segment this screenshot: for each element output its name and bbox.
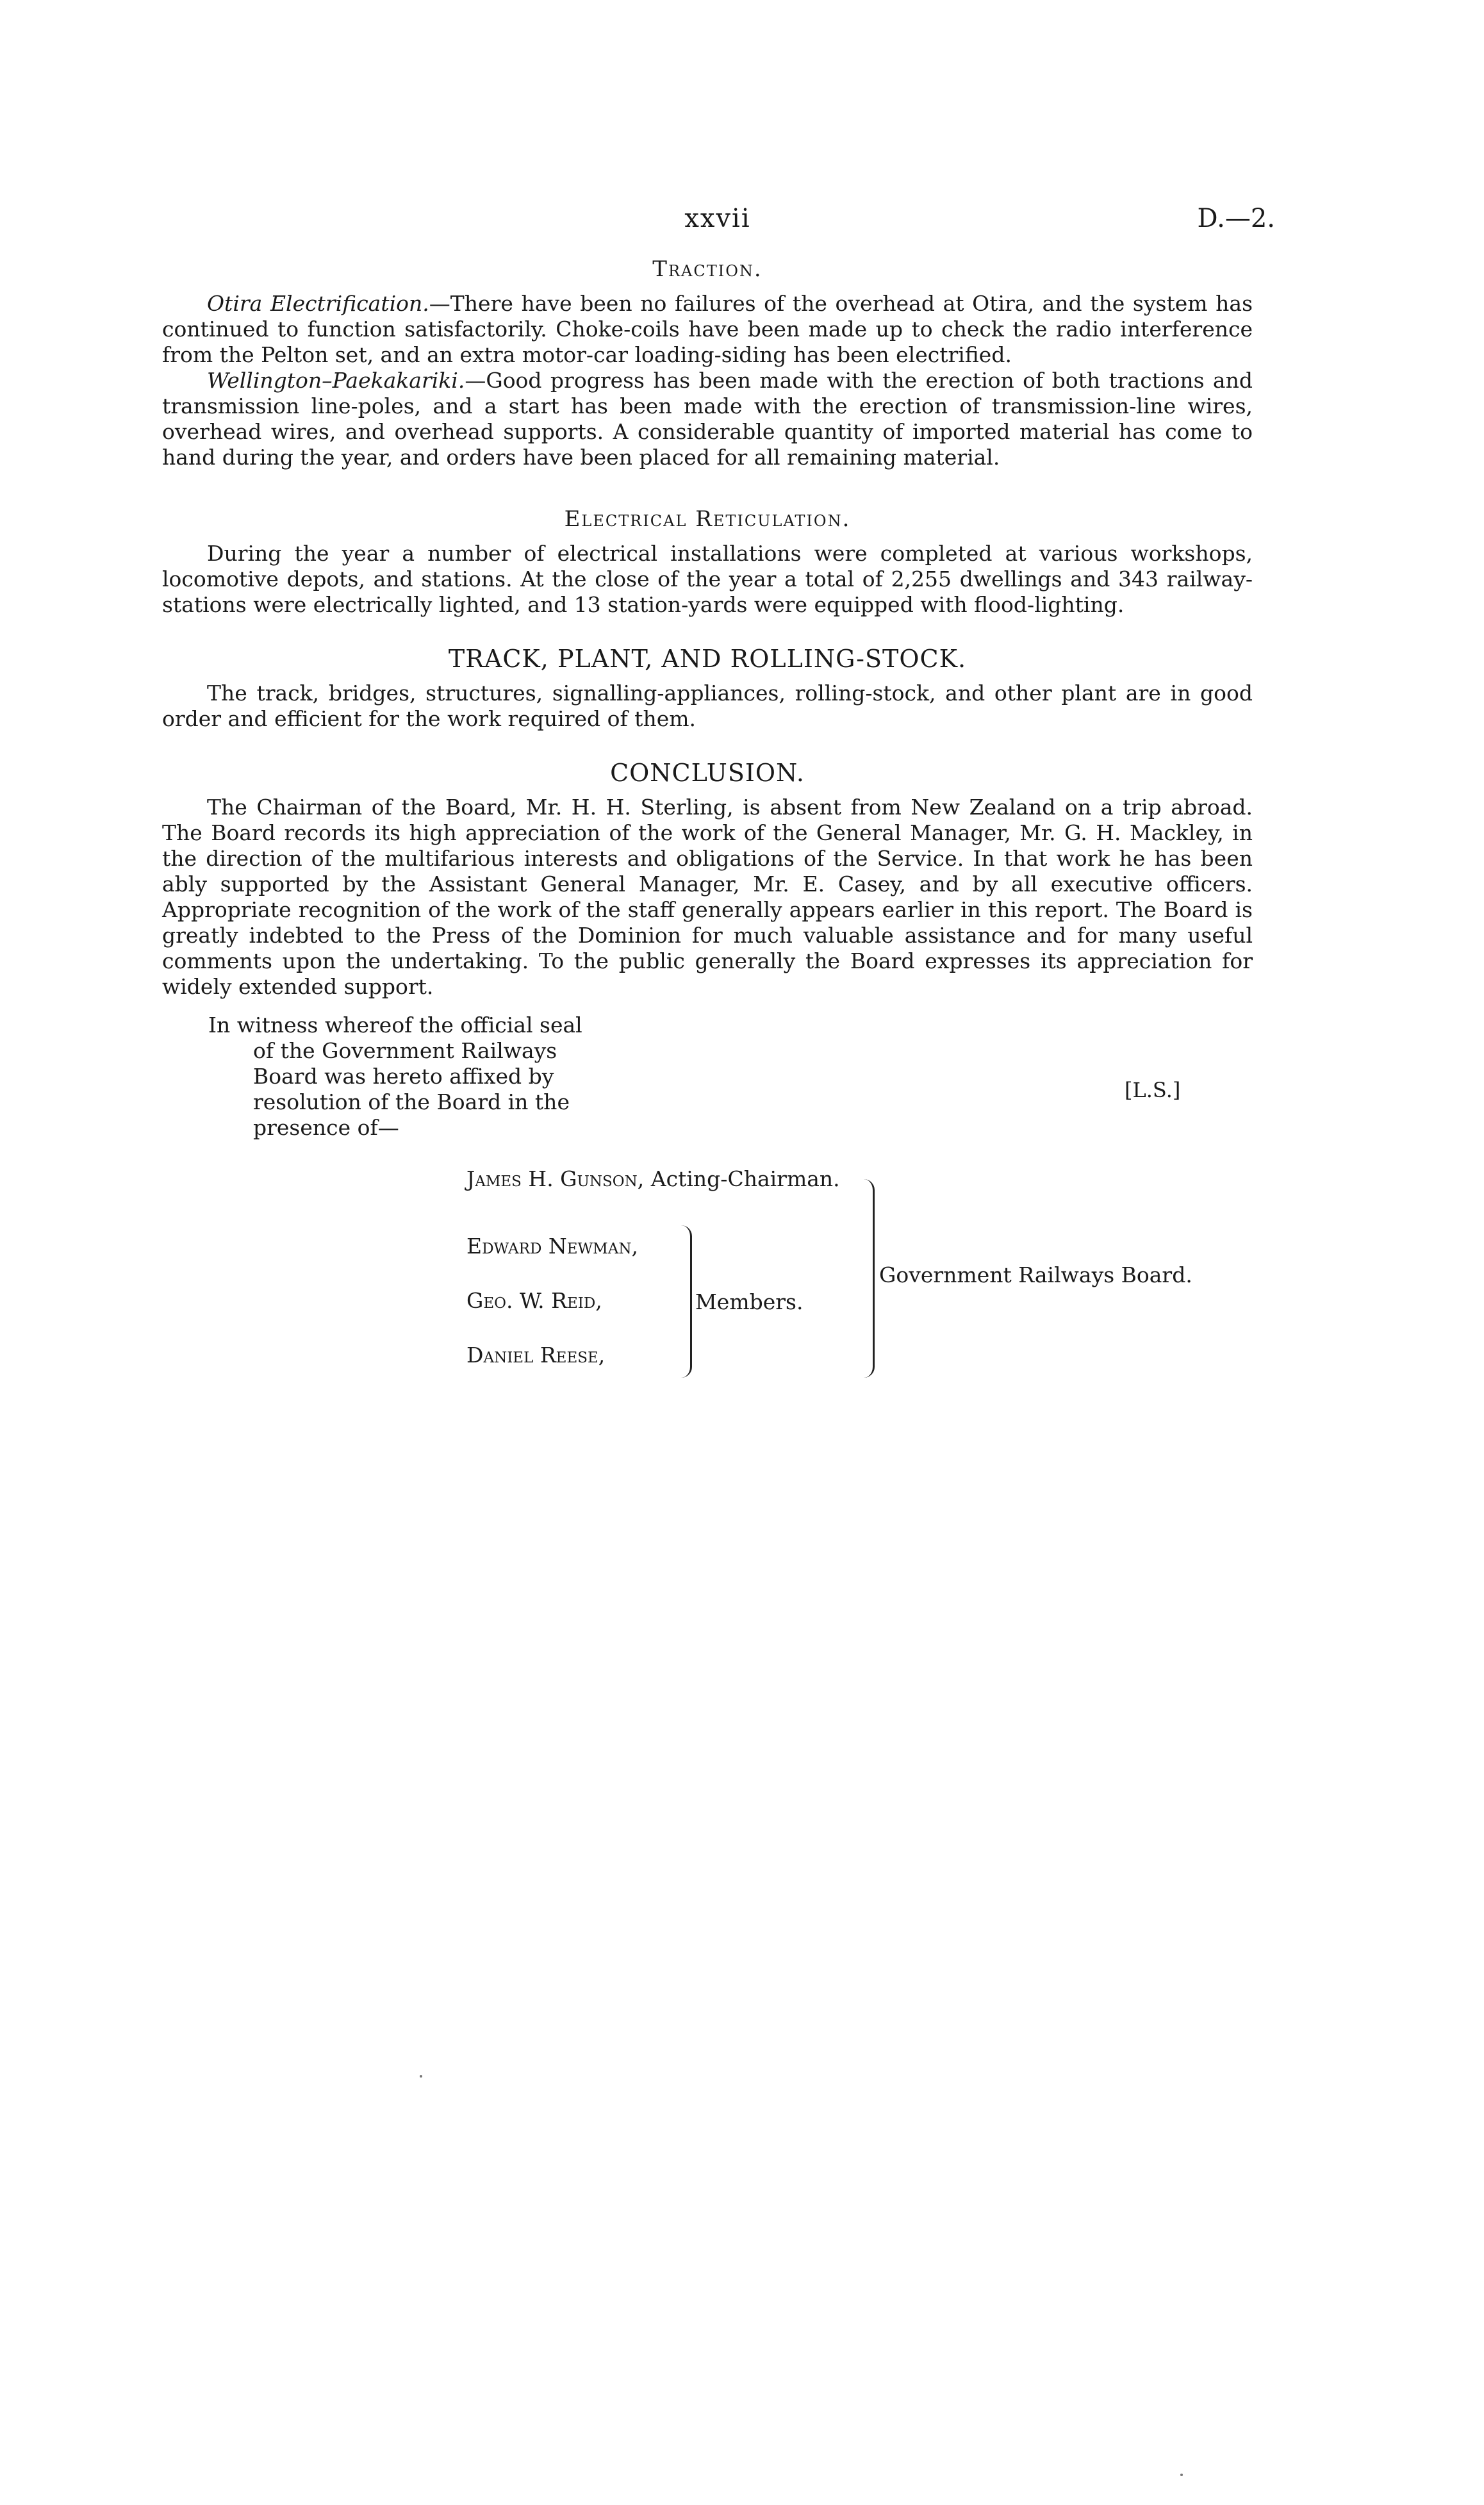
- member-signature: Geo. W. Reid,: [466, 1288, 602, 1313]
- otira-paragraph: [162, 291, 1253, 368]
- wellington-text: —Good progress has been made with the erection of both tractions and transmission line-poles, and a start has been made with the erection of transmission-line wires, overhead wires, and overhead supports. A considerable quantity of imported material has come to hand during the year, and orders have been placed for all remaining material.: [162, 368, 1253, 470]
- scan-speck: [420, 2075, 422, 2078]
- witness-clause: [208, 1013, 593, 1141]
- electrical-reticulation-heading: Electrical Reticulation.: [564, 506, 851, 532]
- board-label: Government Railways Board.: [879, 1262, 1192, 1287]
- chairman-signature: [466, 1166, 840, 1191]
- wellington-paragraph: [162, 368, 1253, 470]
- electrical-reticulation-paragraph: During the year a number of electrical installations were completed at various workshops, locomotive depots, and stations. At the close of the year a total of 2,255 dwellings and 343 railway-stations were electrically lighted, and 13 station-yards were equipped with flood-lighting.: [162, 541, 1253, 617]
- member-signature: Daniel Reese,: [466, 1343, 606, 1368]
- witness-line: Board was hereto affixed by: [253, 1064, 554, 1089]
- wellington-title: Wellington–Paekakariki.: [207, 368, 465, 393]
- otira-title: Otira Electrification.: [207, 291, 429, 316]
- otira-text: —There have been no failures of the overhead at Otira, and the system has continued to function satisfactorily. Choke-coils have been made up to check the radio interference from the Pelton set, and an extra motor-car loading-siding has been electrified.: [162, 291, 1253, 367]
- witness-line: In witness whereof the official seal: [208, 1013, 582, 1038]
- signatories-block: [466, 1166, 1299, 1384]
- report-body: [162, 256, 1253, 1000]
- chairman-name: James H. Gunson,: [466, 1166, 645, 1191]
- scan-speck: [1180, 2474, 1183, 2476]
- track-plant-paragraph: The track, bridges, structures, signalling-appliances, rolling-stock, and other plant are in good order and efficient for the work required of them.: [162, 681, 1253, 731]
- chairman-role: Acting-Chairman.: [650, 1166, 840, 1191]
- member-signature: Edward Newman,: [466, 1234, 638, 1259]
- page-number: xxvii: [684, 204, 751, 233]
- members-brace: [681, 1225, 692, 1378]
- conclusion-heading: CONCLUSION.: [610, 759, 805, 787]
- document-reference: D.—2.: [1197, 204, 1275, 233]
- witness-line: of the Government Railways: [253, 1038, 557, 1063]
- track-plant-heading: TRACK, PLANT, AND ROLLING-STOCK.: [448, 645, 967, 673]
- witness-line: resolution of the Board in the: [253, 1089, 570, 1114]
- members-label: Members.: [695, 1289, 804, 1314]
- traction-heading: Traction.: [652, 256, 763, 282]
- page-header: [0, 204, 1484, 242]
- seal-mark: [L.S.]: [1125, 1078, 1181, 1102]
- board-brace: [864, 1179, 875, 1378]
- witness-line: presence of—: [253, 1115, 399, 1140]
- conclusion-paragraph: The Chairman of the Board, Mr. H. H. Sterling, is absent from New Zealand on a trip abroad. The Board records its high appreciation of the work of the General Manager, Mr. G. H. Mackley, in the direction of the multifarious interests and obligations of the Service. In that work he has been ably supported by the Assistant General Manager, Mr. E. Casey, and by all executive officers. Appropriate recognition of the work of the staff generally appears earlier in this report. The Board is greatly indebted to the Press of the Dominion for much valuable assistance and for many useful comments upon the undertaking. To the public generally the Board expresses its appreciation for widely extended support.: [162, 795, 1253, 999]
